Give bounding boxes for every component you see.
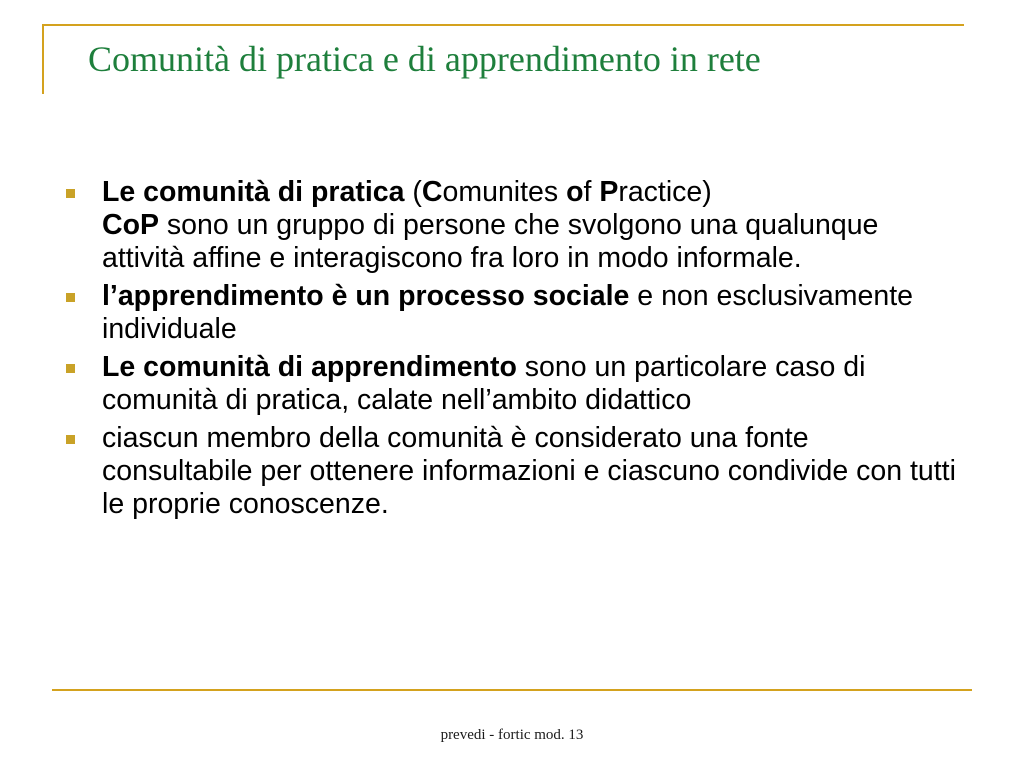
bold-acronym: CoP (102, 209, 159, 241)
square-bullet-icon (66, 293, 75, 302)
text-run: f (583, 176, 600, 208)
bullet-text-3 (102, 351, 962, 417)
text-run: sono un gruppo di persone che svolgono una qualunque attività affine e interagiscono fra loro in modo informale. (102, 209, 879, 274)
bold-phrase: Le comunità di pratica (102, 176, 405, 208)
bold-letter: o (566, 176, 584, 208)
bullet-item-3 (62, 351, 962, 417)
slide-title: Comunità di pratica e di apprendimento in rete (88, 39, 761, 79)
bottom-frame-line (52, 689, 972, 691)
text-run: e non esclusivamente individuale (102, 280, 913, 345)
bold-letter: C (421, 176, 443, 208)
bold-phrase: l’apprendimento è un processo sociale (102, 280, 630, 312)
top-frame-line (42, 24, 964, 26)
square-bullet-icon (66, 364, 75, 373)
square-bullet-icon (66, 435, 75, 444)
text-run: ciascun membro della comunità è considerato una fonte consultabile per ottenere informazioni e ciascuno condivide con tutti le proprie conoscenze. (102, 422, 956, 520)
bullet-text-1 (102, 176, 962, 275)
bold-letter: P (599, 176, 619, 208)
text-run: ( (404, 176, 422, 208)
bullet-text-2 (102, 280, 962, 346)
slide-footer: prevedi - fortic mod. 13 (440, 727, 584, 743)
text-run: sono un particolare caso di comunità di pratica, calate nell’ambito didattico (102, 351, 866, 416)
bullet-item-1 (62, 176, 962, 275)
text-run: omunites (442, 176, 567, 208)
bullet-item-4 (62, 422, 962, 521)
bold-phrase: Le comunità di apprendimento (102, 351, 517, 383)
bullet-list (62, 176, 962, 526)
square-bullet-icon (66, 189, 75, 198)
left-frame-line (42, 24, 44, 94)
bullet-text-4 (102, 422, 962, 521)
bullet-item-2 (62, 280, 962, 346)
text-run: ractice) (618, 176, 712, 208)
